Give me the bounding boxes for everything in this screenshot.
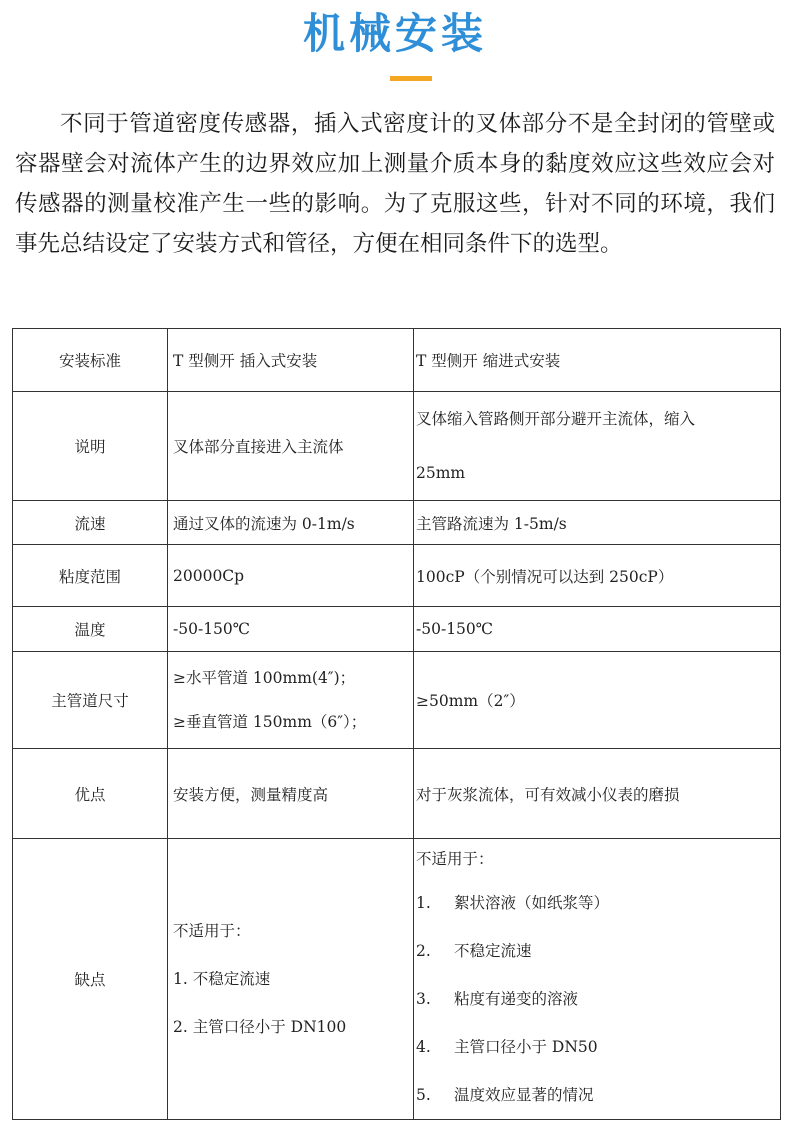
- disadvantages-col1-intro: 不适用于：: [173, 922, 251, 940]
- header-col1-cell: T 型侧开 插入式安装: [168, 329, 414, 392]
- flow-col2-cell: 主管路流速为 1-5m/s: [414, 501, 781, 545]
- list-item-number: 4.: [416, 1038, 431, 1056]
- flow-label-cell: 流速: [13, 501, 168, 545]
- table-row-temperature: [13, 607, 781, 652]
- list-item: [416, 927, 776, 975]
- pipe-size-col1-line: ≥水平管道 100mm(4″)；: [173, 669, 356, 687]
- page-title: 机械安装: [302, 9, 487, 58]
- description-col2-line: 叉体缩入管路侧开部分避开主流体，缩入: [416, 410, 696, 428]
- description-col1-cell: 叉体部分直接进入主流体: [168, 392, 414, 501]
- list-item-text: 不稳定流速: [454, 942, 532, 960]
- table-row-flow: [13, 501, 781, 545]
- list-item: [416, 975, 776, 1023]
- list-item: 2. 主管口径小于 DN100: [173, 1018, 347, 1036]
- viscosity-label-cell: 粘度范围: [13, 545, 168, 607]
- list-item-number: 2.: [416, 942, 431, 960]
- list-item-text: 主管口径小于 DN50: [454, 1038, 598, 1056]
- list-item: [416, 1023, 776, 1071]
- header-label-cell: 安装标准: [13, 329, 168, 392]
- header-col2-cell: T 型侧开 缩进式安装: [414, 329, 781, 392]
- advantages-col1-cell: 安装方便，测量精度高: [168, 749, 414, 839]
- temperature-col1-cell: -50-150℃: [168, 607, 414, 652]
- table-row-advantages: [13, 749, 781, 839]
- disadvantages-col2-cell: [414, 839, 781, 1120]
- pipe-size-col1-cell: [168, 652, 414, 749]
- viscosity-col2-cell: 100cP（个别情况可以达到 250cP）: [414, 545, 781, 607]
- advantages-col2-cell: 对于灰浆流体，可有效减小仪表的磨损: [414, 749, 781, 839]
- list-item-text: 粘度有递变的溶液: [454, 990, 579, 1008]
- viscosity-col1-cell: 20000Cp: [168, 545, 414, 607]
- disadvantages-col1-cell: [168, 839, 414, 1120]
- list-item-text: 温度效应显著的情况: [454, 1086, 594, 1104]
- list-item-number: 1.: [416, 894, 431, 912]
- intro-paragraph: 不同于管道密度传感器，插入式密度计的叉体部分不是全封闭的管壁或容器壁会对流体产生的边界效应加上测量介质本身的黏度效应这些效应会对传感器的测量校准产生一些的影响。为了克服这些，针对不同的环境，我们事先总结设定了安装方式和管径，方便在相同条件下的选型。: [15, 111, 775, 257]
- title-underline: [390, 76, 432, 81]
- list-item-number: 5.: [416, 1086, 431, 1104]
- list-item-text: 絮状溶液（如纸浆等）: [454, 894, 610, 912]
- pipe-size-label-cell: 主管道尺寸: [13, 652, 168, 749]
- list-item-number: 3.: [416, 990, 431, 1008]
- table-row-viscosity: [13, 545, 781, 607]
- disadvantages-label-cell: 缺点: [13, 839, 168, 1120]
- table-row-header: [13, 329, 781, 392]
- disadvantages-col2-intro: 不适用于：: [416, 850, 494, 868]
- description-label-cell: 说明: [13, 392, 168, 501]
- table-row-description: [13, 392, 781, 501]
- description-col2-line: 25mm: [416, 464, 466, 482]
- table-row-pipe-size: [13, 652, 781, 749]
- flow-col1-cell: 通过叉体的流速为 0-1m/s: [168, 501, 414, 545]
- list-item: [416, 1071, 776, 1119]
- description-col2-cell: [414, 392, 781, 501]
- table-row-disadvantages: [13, 839, 781, 1120]
- installation-spec-table: [12, 328, 781, 1120]
- advantages-label-cell: 优点: [13, 749, 168, 839]
- list-item: [416, 879, 776, 927]
- pipe-size-col1-line: ≥垂直管道 150mm（6″）；: [173, 713, 367, 731]
- temperature-label-cell: 温度: [13, 607, 168, 652]
- temperature-col2-cell: -50-150℃: [414, 607, 781, 652]
- pipe-size-col2-cell: ≥50mm（2″）: [414, 652, 781, 749]
- list-item: 1. 不稳定流速: [173, 970, 271, 988]
